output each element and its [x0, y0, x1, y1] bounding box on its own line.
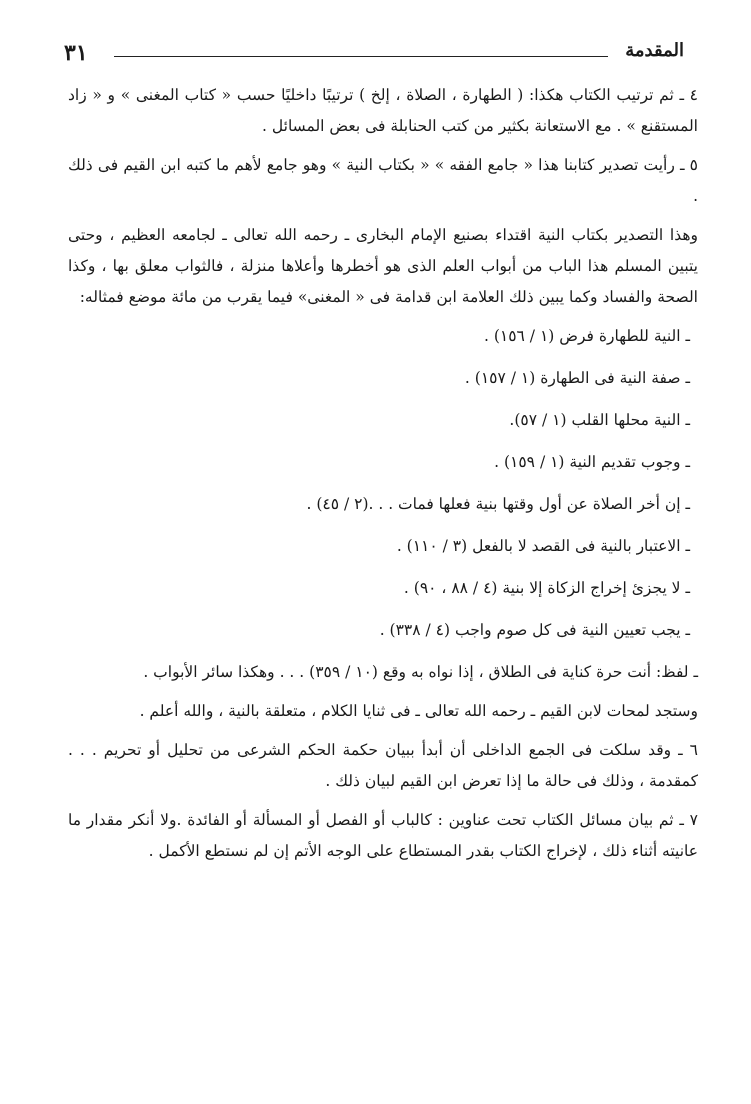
- list-item: ـ إن أخر الصلاة عن أول وقتها بنية فعلها فمات . . .(٢ / ٤٥) .: [306, 495, 690, 513]
- examples-list: [68, 321, 698, 646]
- paragraph-example-talaq: ـ لفظ: أنت حرة كناية فى الطلاق ، إذا نواه به وقع (١٠ / ٣٥٩) . . . وهكذا سائر الأبواب .: [143, 663, 698, 681]
- list-item: ـ وجوب تقديم النية (١ / ١٥٩) .: [494, 453, 690, 471]
- page-number: ٣١: [64, 40, 88, 66]
- paragraph-intention-intro: وهذا التصدير بكتاب النية اقتداء بصنيع الإمام البخارى ـ رحمه الله تعالى ـ لجامعه العظيم ، وحتى يتبين المسلم هذا الباب من أبواب العلم الذى هو أخطرها وأعلاها منزلة ، فالثواب معلق بها ، وكذا الصحة والفساد وكما يبين ذلك العلامة ابن قدامة فى « المغنى» فيما يقرب من مائة موضع فمثاله:: [68, 226, 698, 306]
- list-item: ـ صفة النية فى الطهارة (١ / ١٥٧) .: [464, 369, 690, 387]
- chapter-title: المقدمة: [625, 40, 684, 61]
- list-item: ـ الاعتبار بالنية فى القصد لا بالفعل (٣ / ١١٠) .: [396, 537, 690, 555]
- paragraph-point-5: ٥ ـ رأيت تصدير كتابنا هذا « جامع الفقه » « بكتاب النية » وهو جامع لأهم ما كتبه ابن القيم فى ذلك .: [68, 156, 698, 205]
- list-item: ـ يجب تعيين النية فى كل صوم واجب (٤ / ٣٣٨) .: [379, 621, 690, 639]
- list-item: ـ لا يجزئ إخراج الزكاة إلا بنية (٤ / ٨٨ ، ٩٠) .: [403, 579, 690, 597]
- paragraph-point-4: ٤ ـ ثم ترتيب الكتاب هكذا: ( الطهارة ، الصلاة ، إلخ ) ترتيبًا داخليًا حسب « كتاب المغنى » و « زاد المستقنع » . مع الاستعانة بكثير من كتب الحنابلة فى بعض المسائل .: [68, 86, 698, 135]
- paragraph-point-6: ٦ ـ وقد سلكت فى الجمع الداخلى أن أبدأ ببيان حكمة الحكم الشرعى من تحليل أو تحريم . . . كمقدمة ، وذلك فى حالة ما إذا تعرض ابن القيم لبيان ذلك .: [68, 741, 698, 790]
- list-item: ـ النية محلها القلب (١ / ٥٧).: [509, 411, 690, 429]
- list-item: ـ النية للطهارة فرض (١ / ١٥٦) .: [483, 327, 690, 345]
- paragraph-ibn-qayyim-note: وستجد لمحات لابن القيم ـ رحمه الله تعالى ـ فى ثنايا الكلام ، متعلقة بالنية ، والله أعلم .: [139, 702, 698, 720]
- page-body: [68, 80, 698, 875]
- running-header: [64, 38, 684, 68]
- header-rule: [114, 56, 608, 57]
- paragraph-point-7: ٧ ـ ثم بيان مسائل الكتاب تحت عناوين : كالباب أو الفصل أو المسألة أو الفائدة .ولا أنكر مقدار ما عانيته أثناء ذلك ، لإخراج الكتاب بقدر المستطاع على الوجه الأتم إن لم نستطع الأكمل .: [68, 811, 698, 860]
